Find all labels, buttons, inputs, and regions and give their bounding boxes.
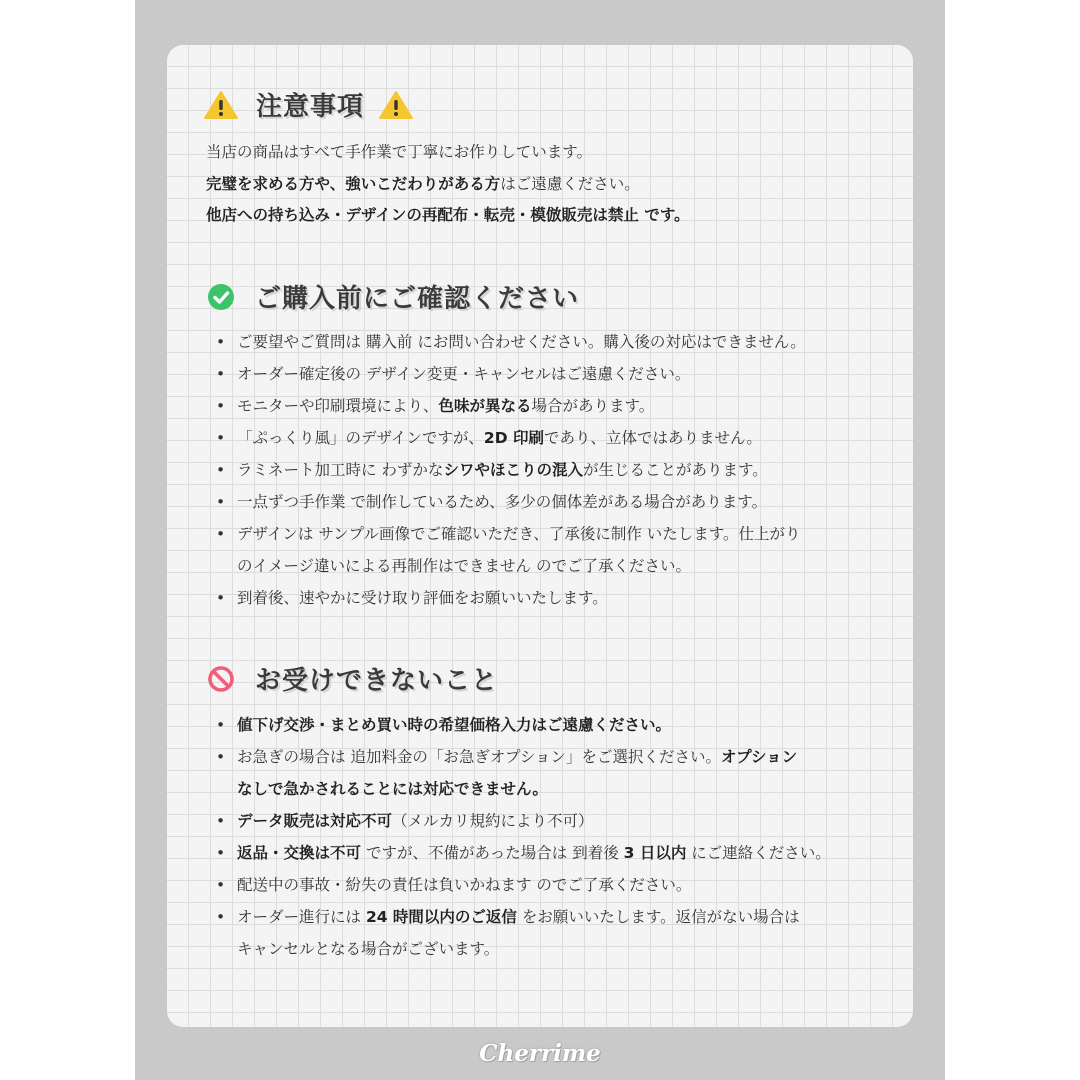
body-text: 一点ずつ手作業 で制作しているため、多少の個体差がある場合があります。 [237, 493, 768, 511]
refuse-list-item [237, 811, 594, 831]
emphasis-text: 色味が異なる [438, 397, 532, 415]
bullet-marker: • [216, 589, 226, 607]
body-text: 当店の商品はすべて手作業で丁寧にお作りしています。 [206, 143, 592, 161]
refuse-list-item-continued [237, 939, 499, 959]
emphasis-text: 24 時間以内のご返信 [365, 908, 517, 926]
body-text: 到着後、速やかに受け取り評価をお願いいたします。 [237, 589, 608, 607]
emphasis-text: なしで急かされることには対応できません。 [237, 780, 548, 798]
body-text: ですが、不備があった場合は 到着後 [361, 844, 624, 862]
confirm-list-item [237, 364, 690, 384]
bullet-marker: • [216, 908, 226, 926]
notice-line [206, 142, 592, 162]
emphasis-text: 値下げ交渉・まとめ買い時の希望価格入力はご遠慮ください。 [237, 716, 672, 734]
confirm-list-item [237, 460, 768, 480]
notice-line [206, 205, 690, 225]
notice-line [206, 174, 640, 194]
body-text: であり、立体ではありません。 [543, 429, 762, 447]
brand-logo: Cherrime [479, 1040, 601, 1067]
emphasis-text: 強いこだわりがある方 [345, 175, 501, 193]
confirm-list-item [237, 396, 654, 416]
body-text: はご遠慮ください。 [500, 175, 640, 193]
emphasis-text: 2D 印刷 [483, 429, 544, 447]
notice-section-title [203, 86, 414, 123]
body-text: にご連絡ください。 [686, 844, 831, 862]
confirm-section-title [207, 278, 579, 315]
bullet-marker: • [216, 365, 226, 383]
emphasis-text: 返品・交換は不可 [237, 844, 362, 862]
notice-title-text: 注意事項 [256, 92, 365, 122]
bullet-marker: • [216, 876, 226, 894]
bullet-marker: • [216, 461, 226, 479]
emphasis-text: 完璧を求める方や、 [206, 175, 346, 193]
refuse-list-item [237, 715, 671, 735]
body-text: モニターや印刷環境により、 [237, 397, 439, 415]
refuse-section-title [207, 660, 498, 697]
confirm-list-item-continued [237, 556, 691, 576]
confirm-list-item [237, 428, 762, 448]
refuse-list-item [237, 875, 691, 895]
body-text: ラミネート加工時に わずかな [237, 461, 444, 479]
bullet-marker: • [216, 748, 226, 766]
bullet-marker: • [216, 333, 226, 351]
refuse-list-item [237, 843, 831, 863]
confirm-list-item [237, 492, 767, 512]
emphasis-text: シワやほこりの混入 [443, 461, 583, 479]
bullet-marker: • [216, 844, 226, 862]
body-text: ご要望やご質問は 購入前 にお問い合わせください。購入後の対応はできません。 [237, 333, 806, 351]
emphasis-text: 3 日以内 [623, 844, 687, 862]
body-text: 「ぷっくり風」のデザインですが、 [237, 429, 484, 447]
body-text: オーダー確定後の デザイン変更・キャンセルはご遠慮ください。 [237, 365, 691, 383]
body-text: デザインは サンプル画像でご確認いただき、了承後に制作 いたします。仕上がり [237, 525, 801, 543]
body-text: 配送中の事故・紛失の責任は負いかねます のでご了承ください。 [237, 876, 692, 894]
warning-icon [203, 90, 239, 120]
warning-icon [378, 90, 414, 120]
bullet-marker: • [216, 429, 226, 447]
refuse-list-item [237, 907, 800, 927]
refuse-list-item [237, 747, 797, 767]
bullet-marker: • [216, 493, 226, 511]
prohibited-icon [207, 665, 235, 693]
refuse-list-item-continued [237, 779, 548, 799]
body-text: が生じることがあります。 [582, 461, 768, 479]
body-text: キャンセルとなる場合がございます。 [237, 940, 500, 958]
confirm-title-text: ご購入前にご確認ください [255, 284, 580, 314]
body-text: 場合があります。 [531, 397, 655, 415]
body-text: オーダー進行には [237, 908, 366, 926]
refuse-title-text: お受けできないこと [255, 666, 499, 696]
body-text: のイメージ違いによる再制作はできません のでご了承ください。 [237, 557, 691, 575]
bullet-marker: • [216, 525, 226, 543]
bullet-marker: • [216, 812, 226, 830]
emphasis-text: オプション [721, 748, 798, 766]
confirm-list-item [237, 524, 801, 544]
emphasis-text: 他店への持ち込み・デザインの再配布・転売・模倣販売は禁止 です。 [206, 206, 690, 224]
bullet-marker: • [216, 397, 226, 415]
body-text: をお願いいたします。返信がない場合は [516, 908, 800, 926]
confirm-list-item [237, 332, 806, 352]
confirm-list-item [237, 588, 608, 608]
check-circle-icon [207, 283, 235, 311]
bullet-marker: • [216, 716, 226, 734]
body-text: お急ぎの場合は 追加料金の「お急ぎオプション」をご選択ください。 [237, 748, 722, 766]
emphasis-text: データ販売は対応不可 [237, 812, 393, 830]
body-text: （メルカリ規約により不可） [392, 812, 594, 830]
